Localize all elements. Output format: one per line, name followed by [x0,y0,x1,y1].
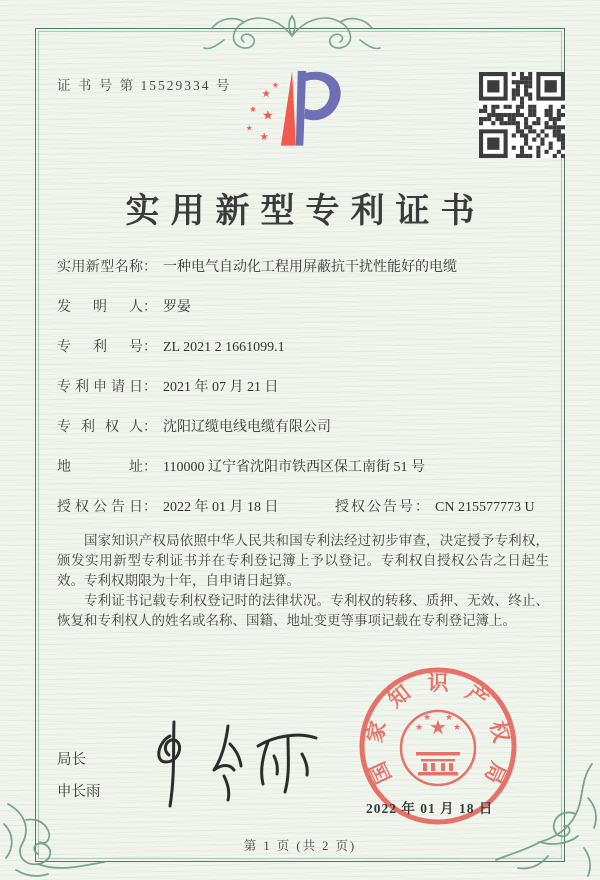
field-colon: ： [143,500,157,515]
field-value: 2021 年 07 月 21 日 [163,380,279,395]
grant-number-value: CN 215577773 U [435,500,535,515]
field-value: ZL 2021 2 1661099.1 [163,340,285,355]
field-label: 地址 [57,460,143,475]
grant-date-value: 2022 年 01 月 18 日 [163,500,279,515]
field-label: 实用新型名称 [57,260,143,275]
seal-char: 国 [365,758,397,788]
legal-paragraph-1: 国家知识产权局依照中华人民共和国专利法经过初步审查，决定授予专利权，颁发实用新型专利证书并在专利登记簿上予以登记。专利权自授权公告之日起生效。专利权期限为十年，自申请日起算。 [57,533,549,588]
signature-handwriting [112,712,338,816]
seal-char: 权 [485,718,514,745]
field-row-patentee [57,417,549,457]
svg-text:★: ★ [429,717,447,739]
qr-code [479,72,565,158]
svg-text:★: ★ [452,722,462,732]
field-value: 沈阳辽缆电线电缆有限公司 [163,420,331,435]
svg-text:★: ★ [245,123,253,133]
field-row-address [57,457,549,497]
svg-text:★: ★ [259,132,269,143]
seal-char: 产 [461,680,493,713]
legal-text [57,531,549,631]
certificate-number: 证 书 号 第 15529334 号 [57,78,232,93]
field-row-filing-date [57,377,549,417]
certificate-title: 实用新型专利证书 [125,193,486,230]
svg-text:★: ★ [414,722,424,732]
field-value: 110000 辽宁省沈阳市铁西区保工南街 51 号 [163,460,425,475]
field-value: 一种电气自动化工程用屏蔽抗干扰性能好的电缆 [163,260,457,275]
field-colon: ： [143,300,157,315]
signer-title: 局长 [57,752,86,768]
field-colon: ： [143,420,157,435]
svg-text:★: ★ [271,80,279,90]
seal-char: 知 [383,680,415,713]
field-row-inventor [57,297,549,337]
seal-char: 局 [479,758,511,788]
cnipa-patent-logo-icon [238,66,350,158]
seal-char: 家 [362,718,391,745]
field-row-name [57,257,549,297]
field-colon: ： [143,460,157,475]
page-number: 第 1 页 (共 2 页) [243,839,357,853]
legal-paragraph-2: 专利证书记载专利权登记时的法律状况。专利权的转移、质押、无效、终止、恢复和专利权人的姓名或名称、国籍、地址变更等事项记载在专利登记簿上。 [57,593,549,628]
field-label: 授权公告日 [57,500,143,515]
field-colon: ： [143,260,157,275]
field-value: 罗晏 [163,300,191,315]
seal-char: 识 [427,671,449,695]
field-label: 专利权人 [57,420,143,435]
field-list [57,257,549,537]
field-colon: ： [143,380,157,395]
svg-text:★: ★ [261,89,271,101]
svg-text:★: ★ [444,712,454,722]
field-label: 专利申请日 [57,380,143,395]
field-label: 发明人 [57,300,143,315]
svg-text:★: ★ [262,107,274,123]
grant-number-label: 授权公告号 [335,500,415,515]
seal-date: 2022 年 01 月 18 日 [366,801,494,816]
signer-block [57,744,101,808]
signer-name: 申长雨 [57,784,101,800]
field-label: 专利号 [57,340,143,355]
field-colon: ： [415,500,429,515]
svg-text:★: ★ [422,712,432,722]
field-colon: ： [143,340,157,355]
national-emblem-icon [401,711,475,785]
svg-text:★: ★ [249,105,257,114]
field-row-patent-number [57,337,549,377]
